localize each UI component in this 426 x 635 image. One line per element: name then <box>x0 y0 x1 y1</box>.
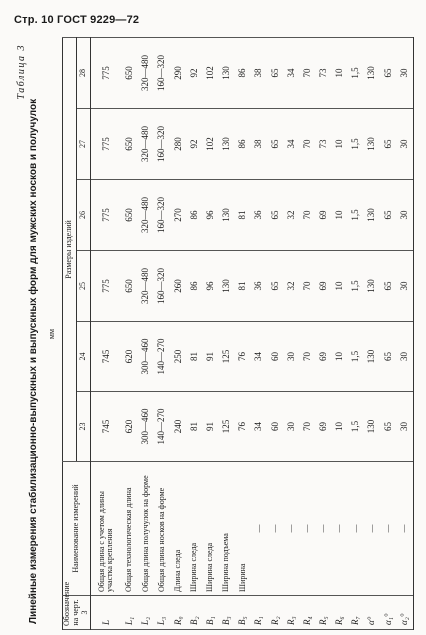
row-symbol: R₆ <box>332 596 348 630</box>
table-row <box>154 37 170 629</box>
cell-value: 140—270 <box>154 322 170 392</box>
cell-value: 125 <box>218 322 234 392</box>
row-symbol: L₂ <box>138 596 154 630</box>
cell-value: 130 <box>218 37 234 108</box>
cell-value: 69 <box>315 322 331 392</box>
row-name: Общая длина носков на форме <box>154 462 170 596</box>
cell-value: 10 <box>332 180 348 251</box>
cell-value: 160—320 <box>154 109 170 180</box>
cell-value: 65 <box>267 251 283 322</box>
cell-value: 320—480 <box>138 109 154 180</box>
cell-value: 160—320 <box>154 37 170 108</box>
row-name: — <box>380 462 396 596</box>
table-unit: мм <box>47 328 56 340</box>
row-symbol: α° <box>364 596 380 630</box>
row-name: Длина следа <box>170 462 186 596</box>
row-name: — <box>364 462 380 596</box>
row-symbol: R₅ <box>315 596 331 630</box>
row-name: — <box>332 462 348 596</box>
cell-value: 620 <box>122 322 138 392</box>
cell-value: 775 <box>91 251 122 322</box>
cell-value: 775 <box>91 37 122 108</box>
cell-value: 260 <box>170 251 186 322</box>
row-name: Ширина следа <box>202 462 218 596</box>
cell-value: 10 <box>332 37 348 108</box>
cell-value: 130 <box>364 392 380 462</box>
table-caption: Линейные измерения стабилизационно-выпускных и выпускных форм для мужских носков и получулок <box>28 98 39 624</box>
row-name: — <box>251 462 267 596</box>
row-name: Ширина следа <box>186 462 202 596</box>
cell-value: 86 <box>186 251 202 322</box>
cell-value: 70 <box>299 109 315 180</box>
cell-value: 81 <box>235 180 251 251</box>
row-symbol: R₃ <box>283 596 299 630</box>
cell-value: 160—320 <box>154 251 170 322</box>
table-row <box>299 37 315 629</box>
cell-value: 1,5 <box>348 251 364 322</box>
row-name: — <box>348 462 364 596</box>
cell-value: 650 <box>122 37 138 108</box>
cell-value: 10 <box>332 251 348 322</box>
cell-value: 745 <box>91 322 122 392</box>
cell-value: 32 <box>283 180 299 251</box>
cell-value: 91 <box>202 322 218 392</box>
table-row <box>332 37 348 629</box>
cell-value: 65 <box>380 109 396 180</box>
row-symbol: B₂ <box>186 596 202 630</box>
cell-value: 30 <box>396 392 413 462</box>
table-row <box>267 37 283 629</box>
cell-value: 86 <box>235 109 251 180</box>
cell-value: 91 <box>202 392 218 462</box>
cell-value: 65 <box>380 392 396 462</box>
cell-value: 69 <box>315 251 331 322</box>
header-sizes-group: Размеры изделий <box>63 37 77 461</box>
cell-value: 1,5 <box>348 392 364 462</box>
cell-value: 650 <box>122 109 138 180</box>
header-size-24: 24 <box>77 322 91 392</box>
cell-value: 30 <box>396 180 413 251</box>
cell-value: 86 <box>186 180 202 251</box>
table-row <box>364 37 380 629</box>
table-row <box>348 37 364 629</box>
cell-value: 130 <box>364 37 380 108</box>
cell-value: 650 <box>122 180 138 251</box>
cell-value: 65 <box>380 37 396 108</box>
table-row <box>396 37 413 629</box>
cell-value: 30 <box>396 109 413 180</box>
table-row <box>218 37 234 629</box>
cell-value: 65 <box>267 109 283 180</box>
cell-value: 650 <box>122 251 138 322</box>
cell-value: 70 <box>299 251 315 322</box>
row-symbol: B₅ <box>235 596 251 630</box>
cell-value: 38 <box>251 109 267 180</box>
table-row <box>91 37 122 629</box>
row-name: Общая длина получулок на форме <box>138 462 154 596</box>
cell-value: 65 <box>267 37 283 108</box>
cell-value: 130 <box>364 180 380 251</box>
cell-value: 76 <box>235 322 251 392</box>
table-row <box>251 37 267 629</box>
cell-value: 65 <box>380 251 396 322</box>
cell-value: 130 <box>218 251 234 322</box>
cell-value: 125 <box>218 392 234 462</box>
row-name: — <box>396 462 413 596</box>
row-symbol: R₇ <box>348 596 364 630</box>
cell-value: 70 <box>299 322 315 392</box>
table-row <box>138 37 154 629</box>
cell-value: 65 <box>380 322 396 392</box>
cell-value: 240 <box>170 392 186 462</box>
cell-value: 92 <box>186 109 202 180</box>
cell-value: 130 <box>218 109 234 180</box>
cell-value: 34 <box>283 37 299 108</box>
cell-value: 36 <box>251 180 267 251</box>
cell-value: 102 <box>202 109 218 180</box>
cell-value: 34 <box>283 109 299 180</box>
cell-value: 1,5 <box>348 322 364 392</box>
row-symbol: R₂ <box>267 596 283 630</box>
cell-value: 38 <box>251 37 267 108</box>
cell-value: 60 <box>267 392 283 462</box>
row-name: — <box>315 462 331 596</box>
cell-value: 81 <box>235 251 251 322</box>
cell-value: 775 <box>91 180 122 251</box>
cell-value: 290 <box>170 37 186 108</box>
row-symbol: L <box>91 596 122 630</box>
row-name: Ширина <box>235 462 251 596</box>
cell-value: 300—460 <box>138 322 154 392</box>
row-name: Общая технологическая длина <box>122 462 138 596</box>
cell-value: 30 <box>396 322 413 392</box>
row-symbol: R₀ <box>170 596 186 630</box>
row-symbol: B₁ <box>202 596 218 630</box>
cell-value: 73 <box>315 109 331 180</box>
cell-value: 73 <box>315 37 331 108</box>
cell-value: 620 <box>122 392 138 462</box>
table-row <box>380 37 396 629</box>
cell-value: 775 <box>91 109 122 180</box>
cell-value: 96 <box>202 180 218 251</box>
cell-value: 140—270 <box>154 392 170 462</box>
row-symbol: B₃ <box>218 596 234 630</box>
row-name: — <box>299 462 315 596</box>
cell-value: 81 <box>186 392 202 462</box>
row-name: — <box>283 462 299 596</box>
cell-value: 69 <box>315 180 331 251</box>
header-name: Наименование измерений <box>63 462 91 596</box>
cell-value: 1,5 <box>348 180 364 251</box>
cell-value: 86 <box>235 37 251 108</box>
table-row <box>170 37 186 629</box>
row-symbol: α₁° <box>380 596 396 630</box>
cell-value: 36 <box>251 251 267 322</box>
row-name: Ширина подъема <box>218 462 234 596</box>
header-size-25: 25 <box>77 251 91 322</box>
table-row <box>202 37 218 629</box>
cell-value: 69 <box>315 392 331 462</box>
cell-value: 130 <box>364 322 380 392</box>
cell-value: 270 <box>170 180 186 251</box>
table-number: Таблица 3 <box>16 44 27 100</box>
cell-value: 34 <box>251 322 267 392</box>
cell-value: 160—320 <box>154 180 170 251</box>
table-row <box>186 37 202 629</box>
cell-value: 130 <box>364 109 380 180</box>
row-symbol: L₁ <box>122 596 138 630</box>
cell-value: 320—480 <box>138 37 154 108</box>
cell-value: 250 <box>170 322 186 392</box>
cell-value: 300—460 <box>138 392 154 462</box>
row-symbol: R₁ <box>251 596 267 630</box>
cell-value: 320—480 <box>138 251 154 322</box>
rotated-table-area <box>14 38 414 630</box>
cell-value: 10 <box>332 109 348 180</box>
table-row <box>315 37 331 629</box>
cell-value: 130 <box>218 180 234 251</box>
header-size-26: 26 <box>77 180 91 251</box>
cell-value: 30 <box>283 322 299 392</box>
table-row <box>283 37 299 629</box>
cell-value: 96 <box>202 251 218 322</box>
row-symbol: R₄ <box>299 596 315 630</box>
cell-value: 92 <box>186 37 202 108</box>
cell-value: 76 <box>235 392 251 462</box>
row-name: — <box>267 462 283 596</box>
cell-value: 10 <box>332 392 348 462</box>
cell-value: 34 <box>251 392 267 462</box>
cell-value: 320—480 <box>138 180 154 251</box>
cell-value: 130 <box>364 251 380 322</box>
cell-value: 280 <box>170 109 186 180</box>
cell-value: 30 <box>283 392 299 462</box>
header-size-23: 23 <box>77 392 91 462</box>
cell-value: 30 <box>396 251 413 322</box>
cell-value: 32 <box>283 251 299 322</box>
cell-value: 30 <box>396 37 413 108</box>
header-size-28: 28 <box>77 37 91 108</box>
cell-value: 81 <box>186 322 202 392</box>
row-symbol: α₂° <box>396 596 413 630</box>
cell-value: 1,5 <box>348 37 364 108</box>
cell-value: 60 <box>267 322 283 392</box>
page-header: Стр. 10 ГОСТ 9229—72 <box>14 14 140 26</box>
header-symbol: Обозначение на черт. 3 <box>63 596 91 630</box>
cell-value: 65 <box>267 180 283 251</box>
row-symbol: L₃ <box>154 596 170 630</box>
table-row <box>122 37 138 629</box>
cell-value: 70 <box>299 392 315 462</box>
cell-value: 70 <box>299 37 315 108</box>
cell-value: 1,5 <box>348 109 364 180</box>
cell-value: 10 <box>332 322 348 392</box>
table-row <box>235 37 251 629</box>
row-name: Общая длина с учетом длины участка крепления <box>91 462 122 596</box>
cell-value: 745 <box>91 392 122 462</box>
header-size-27: 27 <box>77 109 91 180</box>
cell-value: 70 <box>299 180 315 251</box>
cell-value: 102 <box>202 37 218 108</box>
rotated-table-content <box>14 38 414 630</box>
cell-value: 65 <box>380 180 396 251</box>
measurements-table <box>62 37 414 630</box>
